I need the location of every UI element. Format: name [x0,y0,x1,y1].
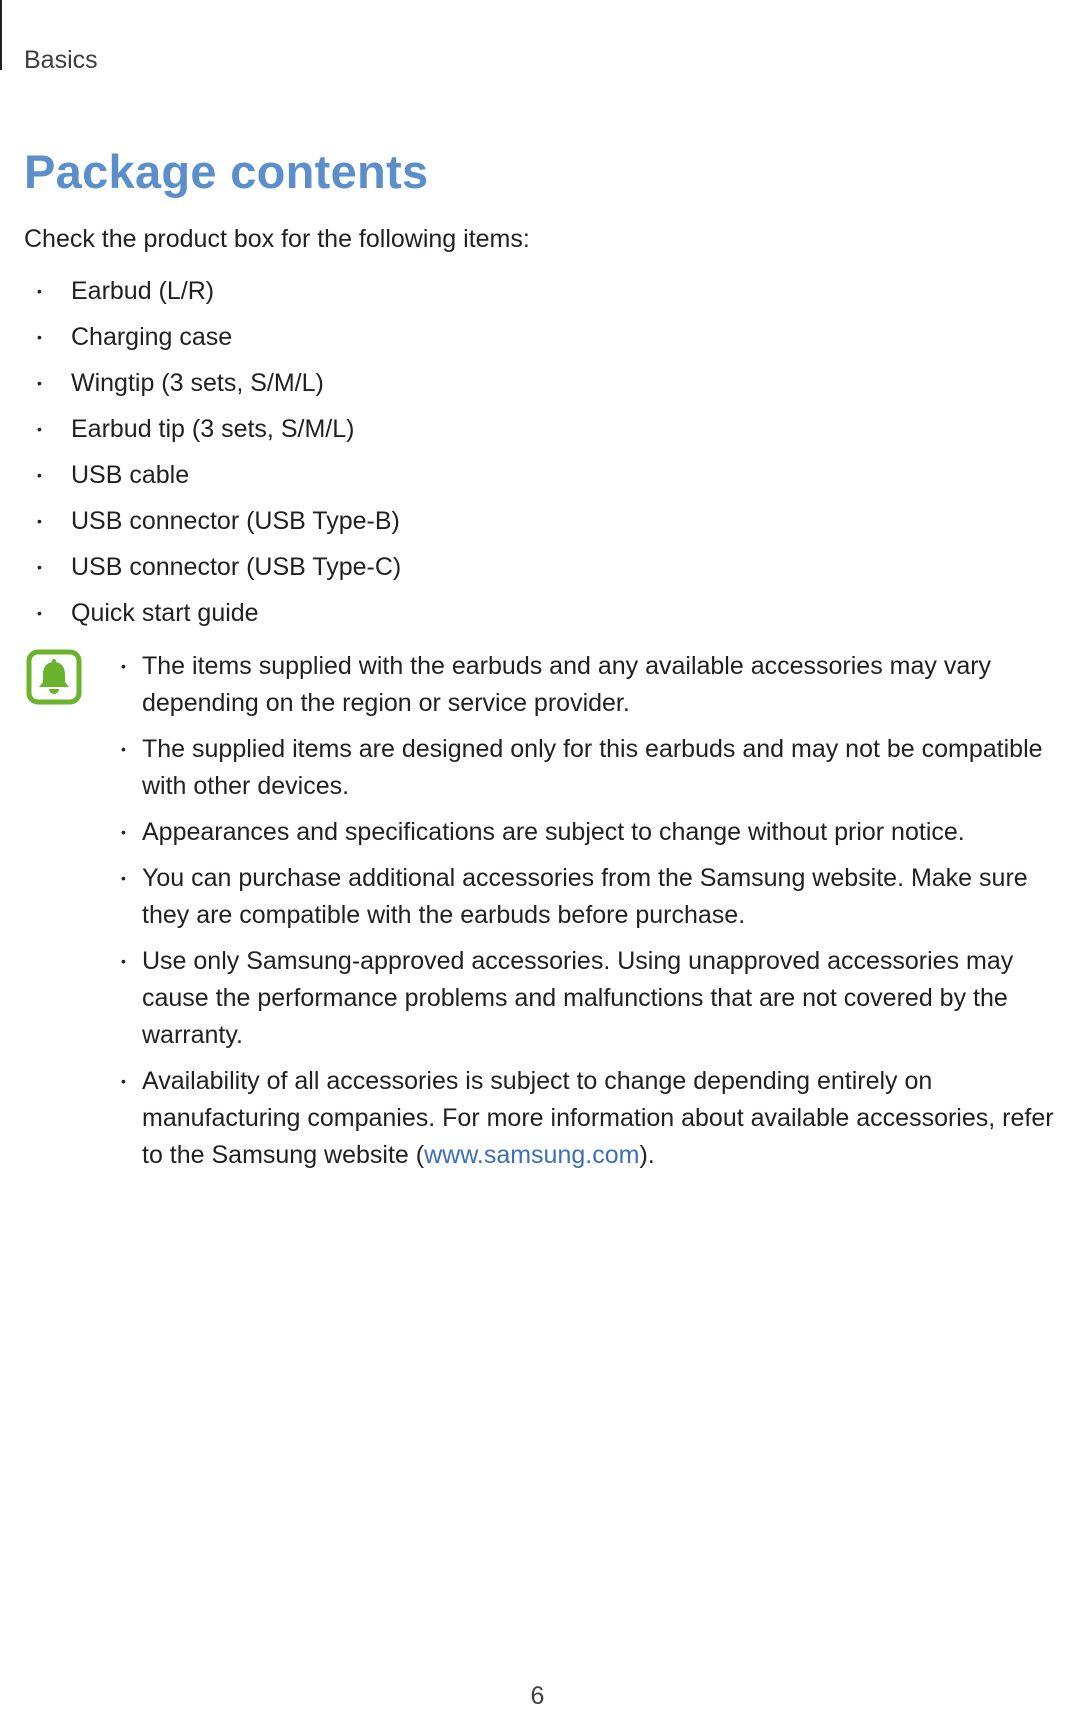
section-label: Basics [24,46,98,74]
list-item: • Earbud (L/R) [24,268,401,314]
intro-text: Check the product box for the following items: [24,225,530,253]
note-text-before: Availability of all accessories is subject to change depending entirely on manufacturing companies. For more information about available accessories, refer to the Samsung website ( [142,1067,1054,1169]
list-item: • USB connector (USB Type-C) [24,544,401,590]
note-item: • The items supplied with the earbuds and any available accessories may vary depending on the region or service provider. [118,648,1075,722]
note-item: • The supplied items are designed only for this earbuds and may not be compatible with other devices. [118,731,1075,805]
list-item: • Quick start guide [24,590,401,636]
list-item: • Earbud tip (3 sets, S/M/L) [24,406,401,452]
corner-rule [0,0,2,70]
list-item: • Wingtip (3 sets, S/M/L) [24,360,401,406]
bell-icon [26,649,82,705]
list-item: • USB cable [24,452,401,498]
note-item-availability [118,1063,1075,1174]
note-text-after: ). [639,1141,655,1169]
page-title: Package contents [24,145,429,198]
page-number: 6 [530,1682,545,1710]
note-item: • Appearances and specifications are subject to change without prior notice. [118,814,1075,851]
note-item: • Use only Samsung-approved accessories. Using unapproved accessories may cause the performance problems and malfunctions that are not covered by the warranty. [118,943,1075,1054]
list-item: • Charging case [24,314,401,360]
package-item-list [24,268,401,636]
note-item: • You can purchase additional accessories from the Samsung website. Make sure they are compatible with the earbuds before purchase. [118,860,1075,934]
samsung-website-link[interactable]: www.samsung.com [424,1141,640,1169]
list-item: • USB connector (USB Type-B) [24,498,401,544]
note-list [118,648,1075,1183]
